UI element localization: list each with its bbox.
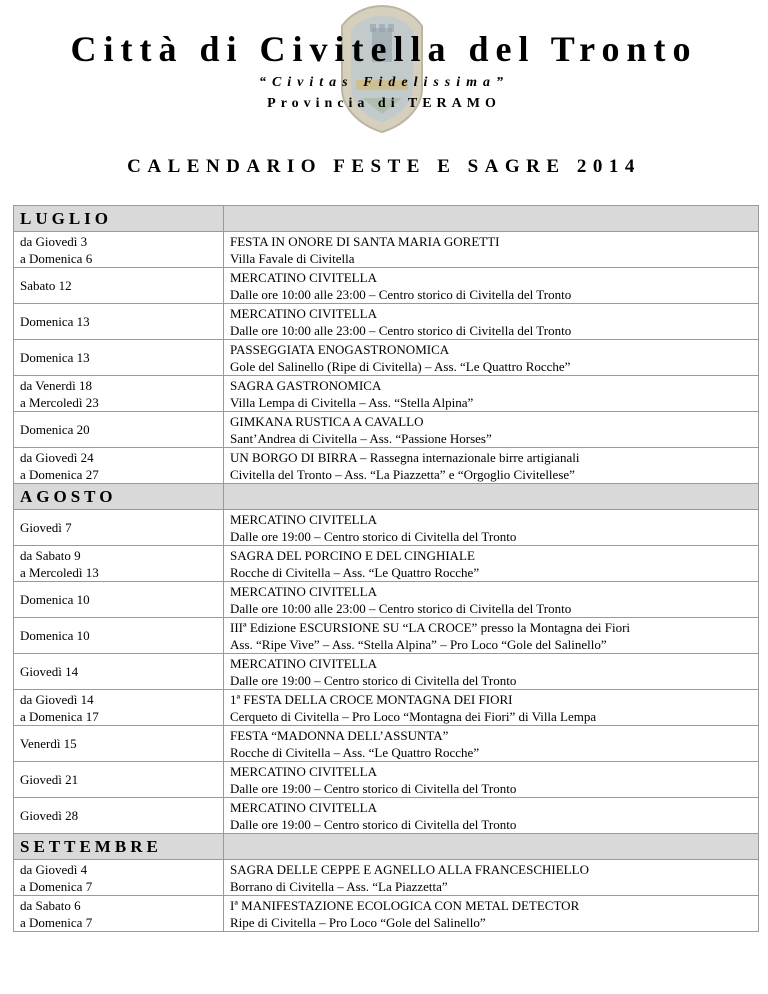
event-date-cell: [14, 654, 224, 690]
event-title: MERCATINO CIVITELLA: [230, 269, 377, 285]
document-title: CALENDARIO FESTE E SAGRE 2014: [127, 156, 641, 177]
event-location: Ass. “Ripe Vive” – Ass. “Stella Alpina” – Pro Loco “Gole del Salinello”: [230, 636, 607, 652]
city-motto: “Civitas Fidelissima”: [258, 75, 510, 90]
event-date-line: Domenica 20: [20, 422, 90, 437]
event-title: MERCATINO CIVITELLA: [230, 511, 377, 527]
event-location: Sant’Andrea di Civitella – Ass. “Passione Horses”: [230, 430, 492, 446]
event-title: UN BORGO DI BIRRA – Rassegna internazionale birre artigianali: [230, 449, 580, 465]
event-description-cell: [224, 582, 759, 618]
month-name: LUGLIO: [20, 208, 113, 228]
event-location: Dalle ore 19:00 – Centro storico di Civitella del Tronto: [230, 528, 517, 544]
event-description-cell: [224, 860, 759, 896]
event-row: [14, 762, 759, 798]
event-title: FESTA “MADONNA DELL’ASSUNTA”: [230, 727, 449, 743]
event-title: SAGRA DEL PORCINO E DEL CINGHIALE: [230, 547, 475, 563]
city-title: Città di Civitella del Tronto: [70, 29, 698, 69]
event-description-cell: [224, 376, 759, 412]
event-date-line: a Domenica 7: [20, 914, 93, 930]
event-row: [14, 304, 759, 340]
month-header-row: [14, 484, 759, 510]
event-title: MERCATINO CIVITELLA: [230, 655, 377, 671]
event-date-line: Domenica 13: [20, 314, 90, 329]
event-location: Rocche di Civitella – Ass. “Le Quattro Rocche”: [230, 744, 480, 760]
month-header-blank-cell: [224, 206, 759, 232]
month-name-cell: [14, 484, 224, 510]
event-date-cell: [14, 232, 224, 268]
event-description-cell: [224, 690, 759, 726]
month-header-row: [14, 834, 759, 860]
event-description-cell: [224, 232, 759, 268]
month-name: SETTEMBRE: [20, 836, 162, 856]
event-location: Borrano di Civitella – Ass. “La Piazzetta”: [230, 878, 448, 894]
month-name-cell: [14, 834, 224, 860]
event-row: [14, 690, 759, 726]
event-description-cell: [224, 654, 759, 690]
event-row: [14, 726, 759, 762]
event-date-line: Giovedì 21: [20, 772, 79, 787]
event-date-cell: [14, 798, 224, 834]
event-date-line: da Venerdì 18: [20, 377, 92, 393]
event-date-line: a Domenica 6: [20, 250, 93, 266]
event-date-line: Giovedì 28: [20, 808, 79, 823]
event-row: [14, 654, 759, 690]
event-date-line: a Domenica 17: [20, 708, 99, 724]
event-row: [14, 582, 759, 618]
event-date-line: a Mercoledì 13: [20, 564, 99, 580]
event-date-cell: [14, 448, 224, 484]
event-date-line: a Domenica 7: [20, 878, 93, 894]
event-date-line: Domenica 13: [20, 350, 90, 365]
event-description-cell: [224, 510, 759, 546]
event-date-cell: [14, 412, 224, 448]
month-header-blank-cell: [224, 834, 759, 860]
event-date-line: Giovedì 14: [20, 664, 79, 679]
event-location: Dalle ore 19:00 – Centro storico di Civitella del Tronto: [230, 816, 517, 832]
event-date-cell: [14, 618, 224, 654]
month-header-blank-cell: [224, 484, 759, 510]
event-title: Iª MANIFESTAZIONE ECOLOGICA CON METAL DETECTOR: [230, 897, 580, 913]
event-row: [14, 546, 759, 582]
event-date-line: Domenica 10: [20, 592, 90, 607]
event-date-line: a Mercoledì 23: [20, 394, 99, 410]
event-title: MERCATINO CIVITELLA: [230, 305, 377, 321]
event-date-cell: [14, 546, 224, 582]
event-date-line: da Sabato 6: [20, 897, 81, 913]
event-description-cell: [224, 546, 759, 582]
event-location: Villa Lempa di Civitella – Ass. “Stella Alpina”: [230, 394, 474, 410]
event-date-cell: [14, 340, 224, 376]
event-date-cell: [14, 762, 224, 798]
event-title: FESTA IN ONORE DI SANTA MARIA GORETTI: [230, 233, 500, 249]
event-row: [14, 510, 759, 546]
event-location: Civitella del Tronto – Ass. “La Piazzetta” e “Orgoglio Civitellese”: [230, 466, 575, 482]
event-description-cell: [224, 896, 759, 932]
events-calendar-table: [13, 205, 759, 932]
event-title: PASSEGGIATA ENOGASTRONOMICA: [230, 341, 450, 357]
event-location: Dalle ore 10:00 alle 23:00 – Centro storico di Civitella del Tronto: [230, 286, 572, 302]
event-date-cell: [14, 896, 224, 932]
event-title: SAGRA DELLE CEPPE E AGNELLO ALLA FRANCESCHIELLO: [230, 861, 589, 877]
event-location: Dalle ore 19:00 – Centro storico di Civitella del Tronto: [230, 672, 517, 688]
event-date-line: da Sabato 9: [20, 547, 81, 563]
event-date-line: da Giovedì 4: [20, 861, 88, 877]
event-title: GIMKANA RUSTICA A CAVALLO: [230, 413, 424, 429]
event-description-cell: [224, 798, 759, 834]
page-header: [0, 0, 768, 140]
event-date-line: Sabato 12: [20, 278, 72, 293]
province-label: Provincia di TERAMO: [267, 96, 501, 111]
event-date-cell: [14, 860, 224, 896]
month-header-row: [14, 206, 759, 232]
event-title: IIIª Edizione ESCURSIONE SU “LA CROCE” presso la Montagna dei Fiori: [230, 619, 631, 635]
event-title: MERCATINO CIVITELLA: [230, 763, 377, 779]
event-description-cell: [224, 762, 759, 798]
event-row: [14, 896, 759, 932]
event-location: Dalle ore 10:00 alle 23:00 – Centro storico di Civitella del Tronto: [230, 322, 572, 338]
event-description-cell: [224, 268, 759, 304]
event-row: [14, 412, 759, 448]
event-date-line: Giovedì 7: [20, 520, 72, 535]
event-date-cell: [14, 726, 224, 762]
event-location: Ripe di Civitella – Pro Loco “Gole del Salinello”: [230, 914, 486, 930]
event-date-cell: [14, 376, 224, 412]
event-date-cell: [14, 268, 224, 304]
event-title: MERCATINO CIVITELLA: [230, 583, 377, 599]
event-description-cell: [224, 340, 759, 376]
event-date-line: Venerdì 15: [20, 736, 77, 751]
event-row: [14, 340, 759, 376]
event-description-cell: [224, 304, 759, 340]
event-row: [14, 376, 759, 412]
event-date-cell: [14, 582, 224, 618]
event-location: Villa Favale di Civitella: [230, 250, 355, 266]
event-date-line: a Domenica 27: [20, 466, 99, 482]
event-title: 1ª FESTA DELLA CROCE MONTAGNA DEI FIORI: [230, 691, 513, 707]
event-location: Dalle ore 10:00 alle 23:00 – Centro storico di Civitella del Tronto: [230, 600, 572, 616]
event-date-line: da Giovedì 3: [20, 233, 88, 249]
event-description-cell: [224, 412, 759, 448]
event-date-cell: [14, 304, 224, 340]
event-location: Cerqueto di Civitella – Pro Loco “Montagna dei Fiori” di Villa Lempa: [230, 708, 597, 724]
event-location: Dalle ore 19:00 – Centro storico di Civitella del Tronto: [230, 780, 517, 796]
event-row: [14, 232, 759, 268]
month-name-cell: [14, 206, 224, 232]
event-row: [14, 268, 759, 304]
event-description-cell: [224, 448, 759, 484]
event-date-line: Domenica 10: [20, 628, 90, 643]
event-date-cell: [14, 510, 224, 546]
event-row: [14, 618, 759, 654]
event-row: [14, 860, 759, 896]
event-date-cell: [14, 690, 224, 726]
event-date-line: da Giovedì 24: [20, 449, 94, 465]
event-description-cell: [224, 726, 759, 762]
event-location: Rocche di Civitella – Ass. “Le Quattro Rocche”: [230, 564, 480, 580]
event-location: Gole del Salinello (Ripe di Civitella) – Ass. “Le Quattro Rocche”: [230, 358, 571, 374]
event-row: [14, 798, 759, 834]
event-description-cell: [224, 618, 759, 654]
event-title: SAGRA GASTRONOMICA: [230, 377, 382, 393]
event-row: [14, 448, 759, 484]
month-name: AGOSTO: [20, 486, 117, 506]
event-date-line: da Giovedì 14: [20, 691, 94, 707]
event-title: MERCATINO CIVITELLA: [230, 799, 377, 815]
